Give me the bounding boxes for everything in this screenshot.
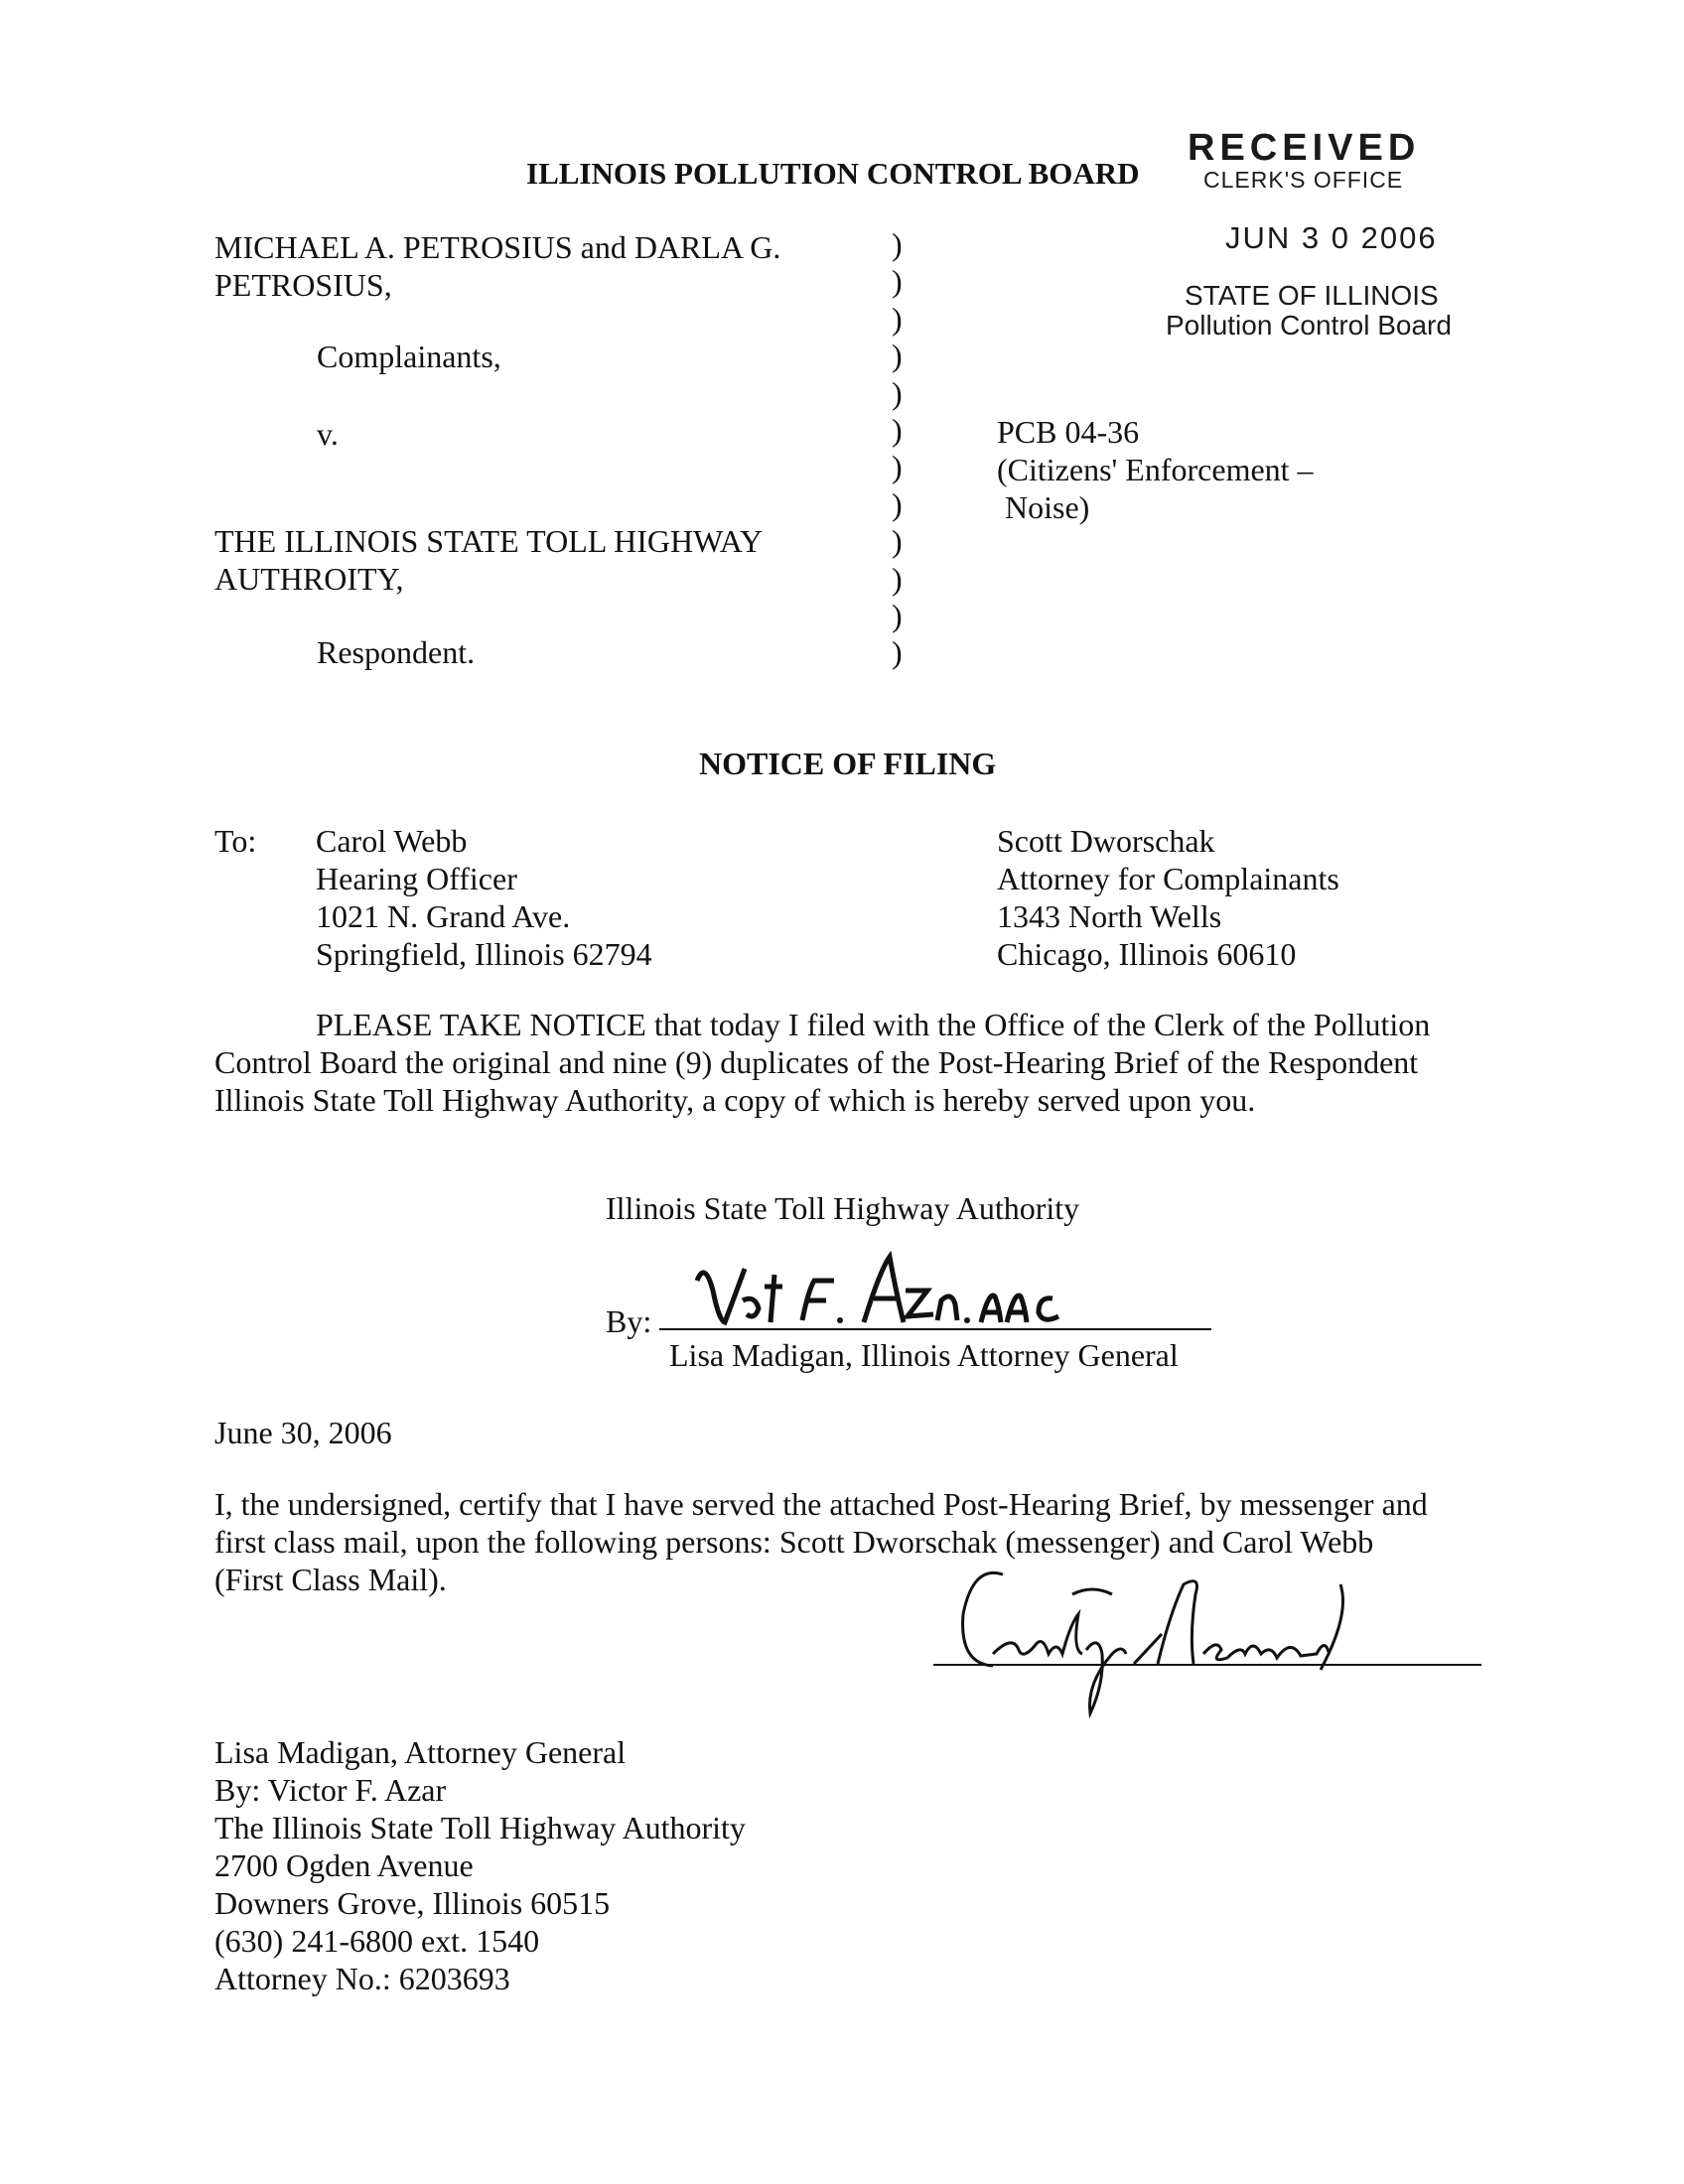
addressee-right-name: Scott Dworschak — [997, 823, 1215, 859]
stamp-state: STATE OF ILLINOIS — [1185, 280, 1439, 311]
case-type-line2: Noise) — [1005, 489, 1090, 525]
footer-city: Downers Grove, Illinois 60515 — [214, 1885, 611, 1921]
notice-title: NOTICE OF FILING — [699, 746, 997, 781]
footer-attorney-number: Attorney No.: 6203693 — [214, 1961, 510, 1996]
stamp-clerks-office: CLERK'S OFFICE — [1203, 167, 1404, 193]
respondent-label: Respondent. — [317, 634, 476, 670]
to-label: To: — [214, 823, 257, 859]
addressee-left-name: Carol Webb — [316, 823, 468, 859]
stamp-received: RECEIVED — [1188, 127, 1421, 169]
stamp-board: Pollution Control Board — [1166, 310, 1452, 341]
addressee-left-title: Hearing Officer — [316, 861, 517, 896]
board-title: ILLINOIS POLLUTION CONTROL BOARD — [526, 156, 1140, 191]
signature-organization: Illinois State Toll Highway Authority — [606, 1190, 1080, 1226]
addressee-right-title: Attorney for Complainants — [997, 861, 1339, 896]
filing-date: June 30, 2006 — [214, 1415, 392, 1450]
certificate-line1: I, the undersigned, certify that I have served the attached Post-Hearing Brief, by messenger and — [214, 1486, 1428, 1522]
respondent-name-line1: THE ILLINOIS STATE TOLL HIGHWAY — [214, 523, 764, 559]
addressee-left — [316, 822, 652, 973]
footer-organization: The Illinois State Toll Highway Authority — [214, 1810, 746, 1845]
case-type-line1: (Citizens' Enforcement – — [997, 452, 1314, 487]
addressee-right-street: 1343 North Wells — [997, 898, 1222, 934]
footer-attorney-general: Lisa Madigan, Attorney General — [214, 1734, 627, 1770]
complainant-name-line1: MICHAEL A. PETROSIUS and DARLA G. — [214, 229, 781, 265]
by-label: By: — [606, 1303, 652, 1339]
footer-contact-block — [214, 1733, 746, 1997]
signer-name: Lisa Madigan, Illinois Attorney General — [669, 1337, 1179, 1373]
addressee-left-street: 1021 N. Grand Ave. — [316, 898, 571, 934]
complainants-label: Complainants, — [317, 339, 501, 374]
footer-phone: (630) 241-6800 ext. 1540 — [214, 1923, 540, 1959]
respondent-name-line2: AUTHROITY, — [214, 561, 404, 597]
certificate-signature-image — [923, 1555, 1400, 1723]
addressee-right-city: Chicago, Illinois 60610 — [997, 936, 1297, 972]
caption-parentheses: ) ) ) ) ) ) ) ) ) ) ) ) — [892, 226, 903, 671]
certificate-line2: first class mail, upon the following persons: Scott Dworschak (messenger) and Carol Webb — [214, 1524, 1374, 1560]
stamp-date: JUN 3 0 2006 — [1225, 220, 1438, 255]
addressee-right — [997, 822, 1339, 973]
certificate-line3: (First Class Mail). — [214, 1562, 447, 1597]
attorney-signature-image — [685, 1251, 1102, 1340]
footer-street: 2700 Ogden Avenue — [214, 1847, 474, 1883]
footer-by: By: Victor F. Azar — [214, 1772, 447, 1808]
notice-paragraph-line1: PLEASE TAKE NOTICE that today I filed with the Office of the Clerk of the Pollution — [316, 1007, 1431, 1042]
notice-paragraph-line2: Control Board the original and nine (9) duplicates of the Post-Hearing Brief of the Respondent — [214, 1044, 1419, 1080]
complainant-name-line2: PETROSIUS, — [214, 267, 392, 303]
versus-label: v. — [317, 416, 339, 452]
notice-paragraph-line3: Illinois State Toll Highway Authority, a copy of which is hereby served upon you. — [214, 1082, 1256, 1118]
case-number: PCB 04-36 — [997, 414, 1140, 450]
addressee-left-city: Springfield, Illinois 62794 — [316, 936, 652, 972]
